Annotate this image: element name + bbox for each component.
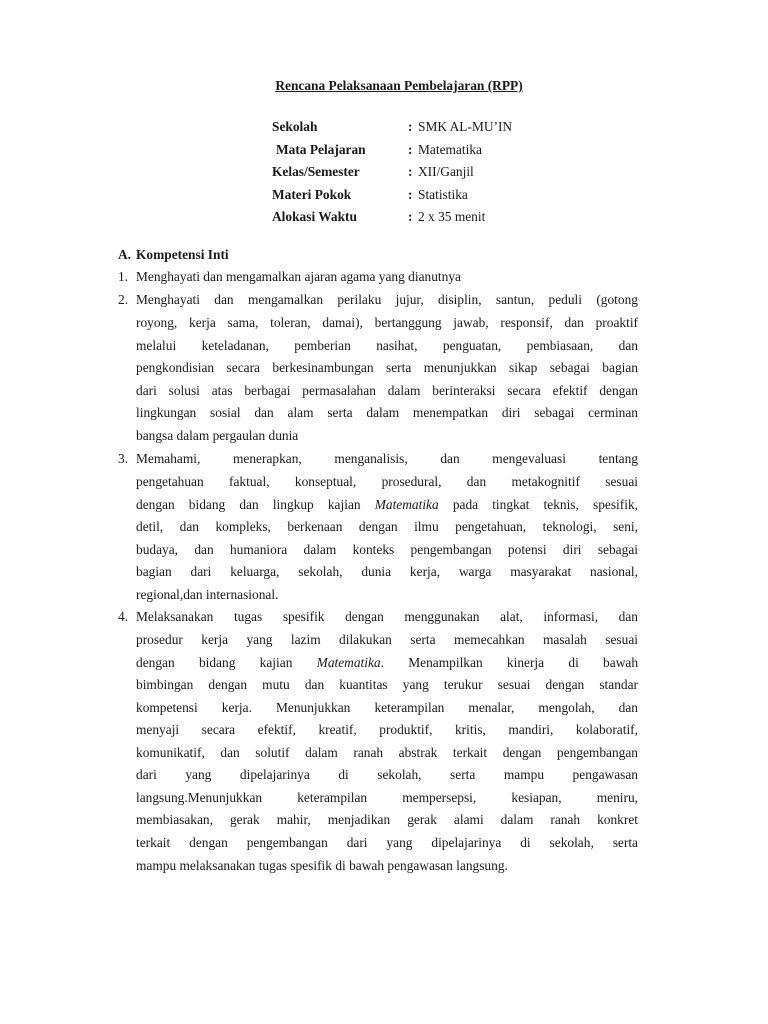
- item-line: regional,dan internasional.: [136, 587, 279, 602]
- item-line: bagian dari keluarga, sekolah, dunia kerja, warga masyarakat nasional,: [136, 564, 638, 579]
- italic-term: Matematika: [316, 655, 381, 670]
- item-line: dari solusi atas berbagai permasalahan dalam berinteraksi secara efektif dengan: [136, 383, 638, 398]
- item-number: 4.: [118, 609, 129, 624]
- info-colon: :: [408, 119, 413, 134]
- info-label: Materi Pokok: [272, 187, 352, 202]
- info-value: 2 x 35 menit: [418, 209, 486, 224]
- info-colon: :: [408, 209, 413, 224]
- item-line: prosedur kerja yang lazim dilakukan serta memecahkan masalah sesuai: [136, 632, 638, 647]
- item-line: membiasakan, gerak mahir, menjadikan gerak alami dalam ranah konkret: [136, 812, 638, 827]
- item-line: bimbingan dengan mutu dan kuantitas yang terukur sesuai dengan standar: [136, 677, 638, 692]
- info-label: Kelas/Semester: [272, 164, 360, 179]
- item-line: komunikatif, dan solutif dalam ranah abstrak terkait dengan pengembangan: [136, 745, 638, 760]
- item-line: lingkungan sosial dan alam serta dalam menempatkan diri sebagai cerminan: [136, 405, 638, 420]
- info-colon: :: [408, 142, 413, 157]
- item-line: Menghayati dan mengamalkan ajaran agama yang dianutnya: [136, 269, 461, 284]
- item-line: pengkondisian secara berkesinambungan serta menunjukkan sikap sebagai bagian: [136, 360, 638, 375]
- item-line: dari yang dipelajarinya di sekolah, serta mampu pengawasan: [136, 767, 638, 782]
- info-colon: :: [408, 187, 413, 202]
- info-colon: :: [408, 164, 413, 179]
- item-line: Menghayati dan mengamalkan perilaku jujur, disiplin, santun, peduli (gotong: [136, 292, 638, 307]
- info-label: Mata Pelajaran: [276, 142, 366, 157]
- item-line: Melaksanakan tugas spesifik dengan menggunakan alat, informasi, dan: [136, 609, 638, 624]
- item-line: dengan bidang dan lingkup kajian Matematika pada tingkat teknis, spesifik,: [136, 497, 638, 512]
- item-line: menyaji secara efektif, kreatif, produktif, kritis, mandiri, kolaboratif,: [136, 722, 638, 737]
- section-letter: A.: [118, 247, 132, 262]
- item-line: Memahami, menerapkan, menganalisis, dan mengevaluasi tentang: [136, 451, 638, 466]
- item-line: terkait dengan pengembangan dari yang dipelajarinya di sekolah, serta: [136, 835, 638, 850]
- info-value: XII/Ganjil: [418, 164, 474, 179]
- info-value: Statistika: [418, 187, 468, 202]
- info-label: Alokasi Waktu: [272, 209, 357, 224]
- item-line: langsung.Menunjukkan keterampilan mempersepsi, kesiapan, meniru,: [136, 790, 638, 805]
- item-line: dengan bidang kajian Matematika. Menampilkan kinerja di bawah: [136, 655, 639, 670]
- item-line: detil, dan kompleks, berkenaan dengan ilmu pengetahuan, teknologi, seni,: [136, 519, 638, 534]
- italic-term: Matematika: [374, 497, 439, 512]
- item-line: kompetensi kerja. Menunjukkan keterampilan menalar, mengolah, dan: [136, 700, 638, 715]
- section-title: Kompetensi Inti: [136, 247, 229, 262]
- item-number: 1.: [118, 269, 129, 284]
- info-label: Sekolah: [272, 119, 318, 134]
- item-line: budaya, dan humaniora dalam konteks pengembangan potensi diri sebagai: [136, 542, 638, 557]
- info-value: SMK AL-MU’IN: [418, 119, 513, 134]
- info-value: Matematika: [418, 142, 482, 157]
- item-number: 3.: [118, 451, 129, 466]
- document-title: Rencana Pelaksanaan Pembelajaran (RPP): [275, 78, 523, 93]
- item-line: bangsa dalam pergaulan dunia: [136, 428, 299, 443]
- item-number: 2.: [118, 292, 129, 307]
- item-line: melalui keteladanan, pemberian nasihat, penguatan, pembiasaan, dan: [136, 338, 638, 353]
- item-line: royong, kerja sama, toleran, damai), bertanggung jawab, responsif, dan proaktif: [136, 315, 638, 330]
- section-heading: [118, 246, 229, 264]
- item-line: pengetahuan faktual, konseptual, prosedural, dan metakognitif sesuai: [136, 474, 638, 489]
- item-line: mampu melaksanakan tugas spesifik di bawah pengawasan langsung.: [136, 858, 508, 873]
